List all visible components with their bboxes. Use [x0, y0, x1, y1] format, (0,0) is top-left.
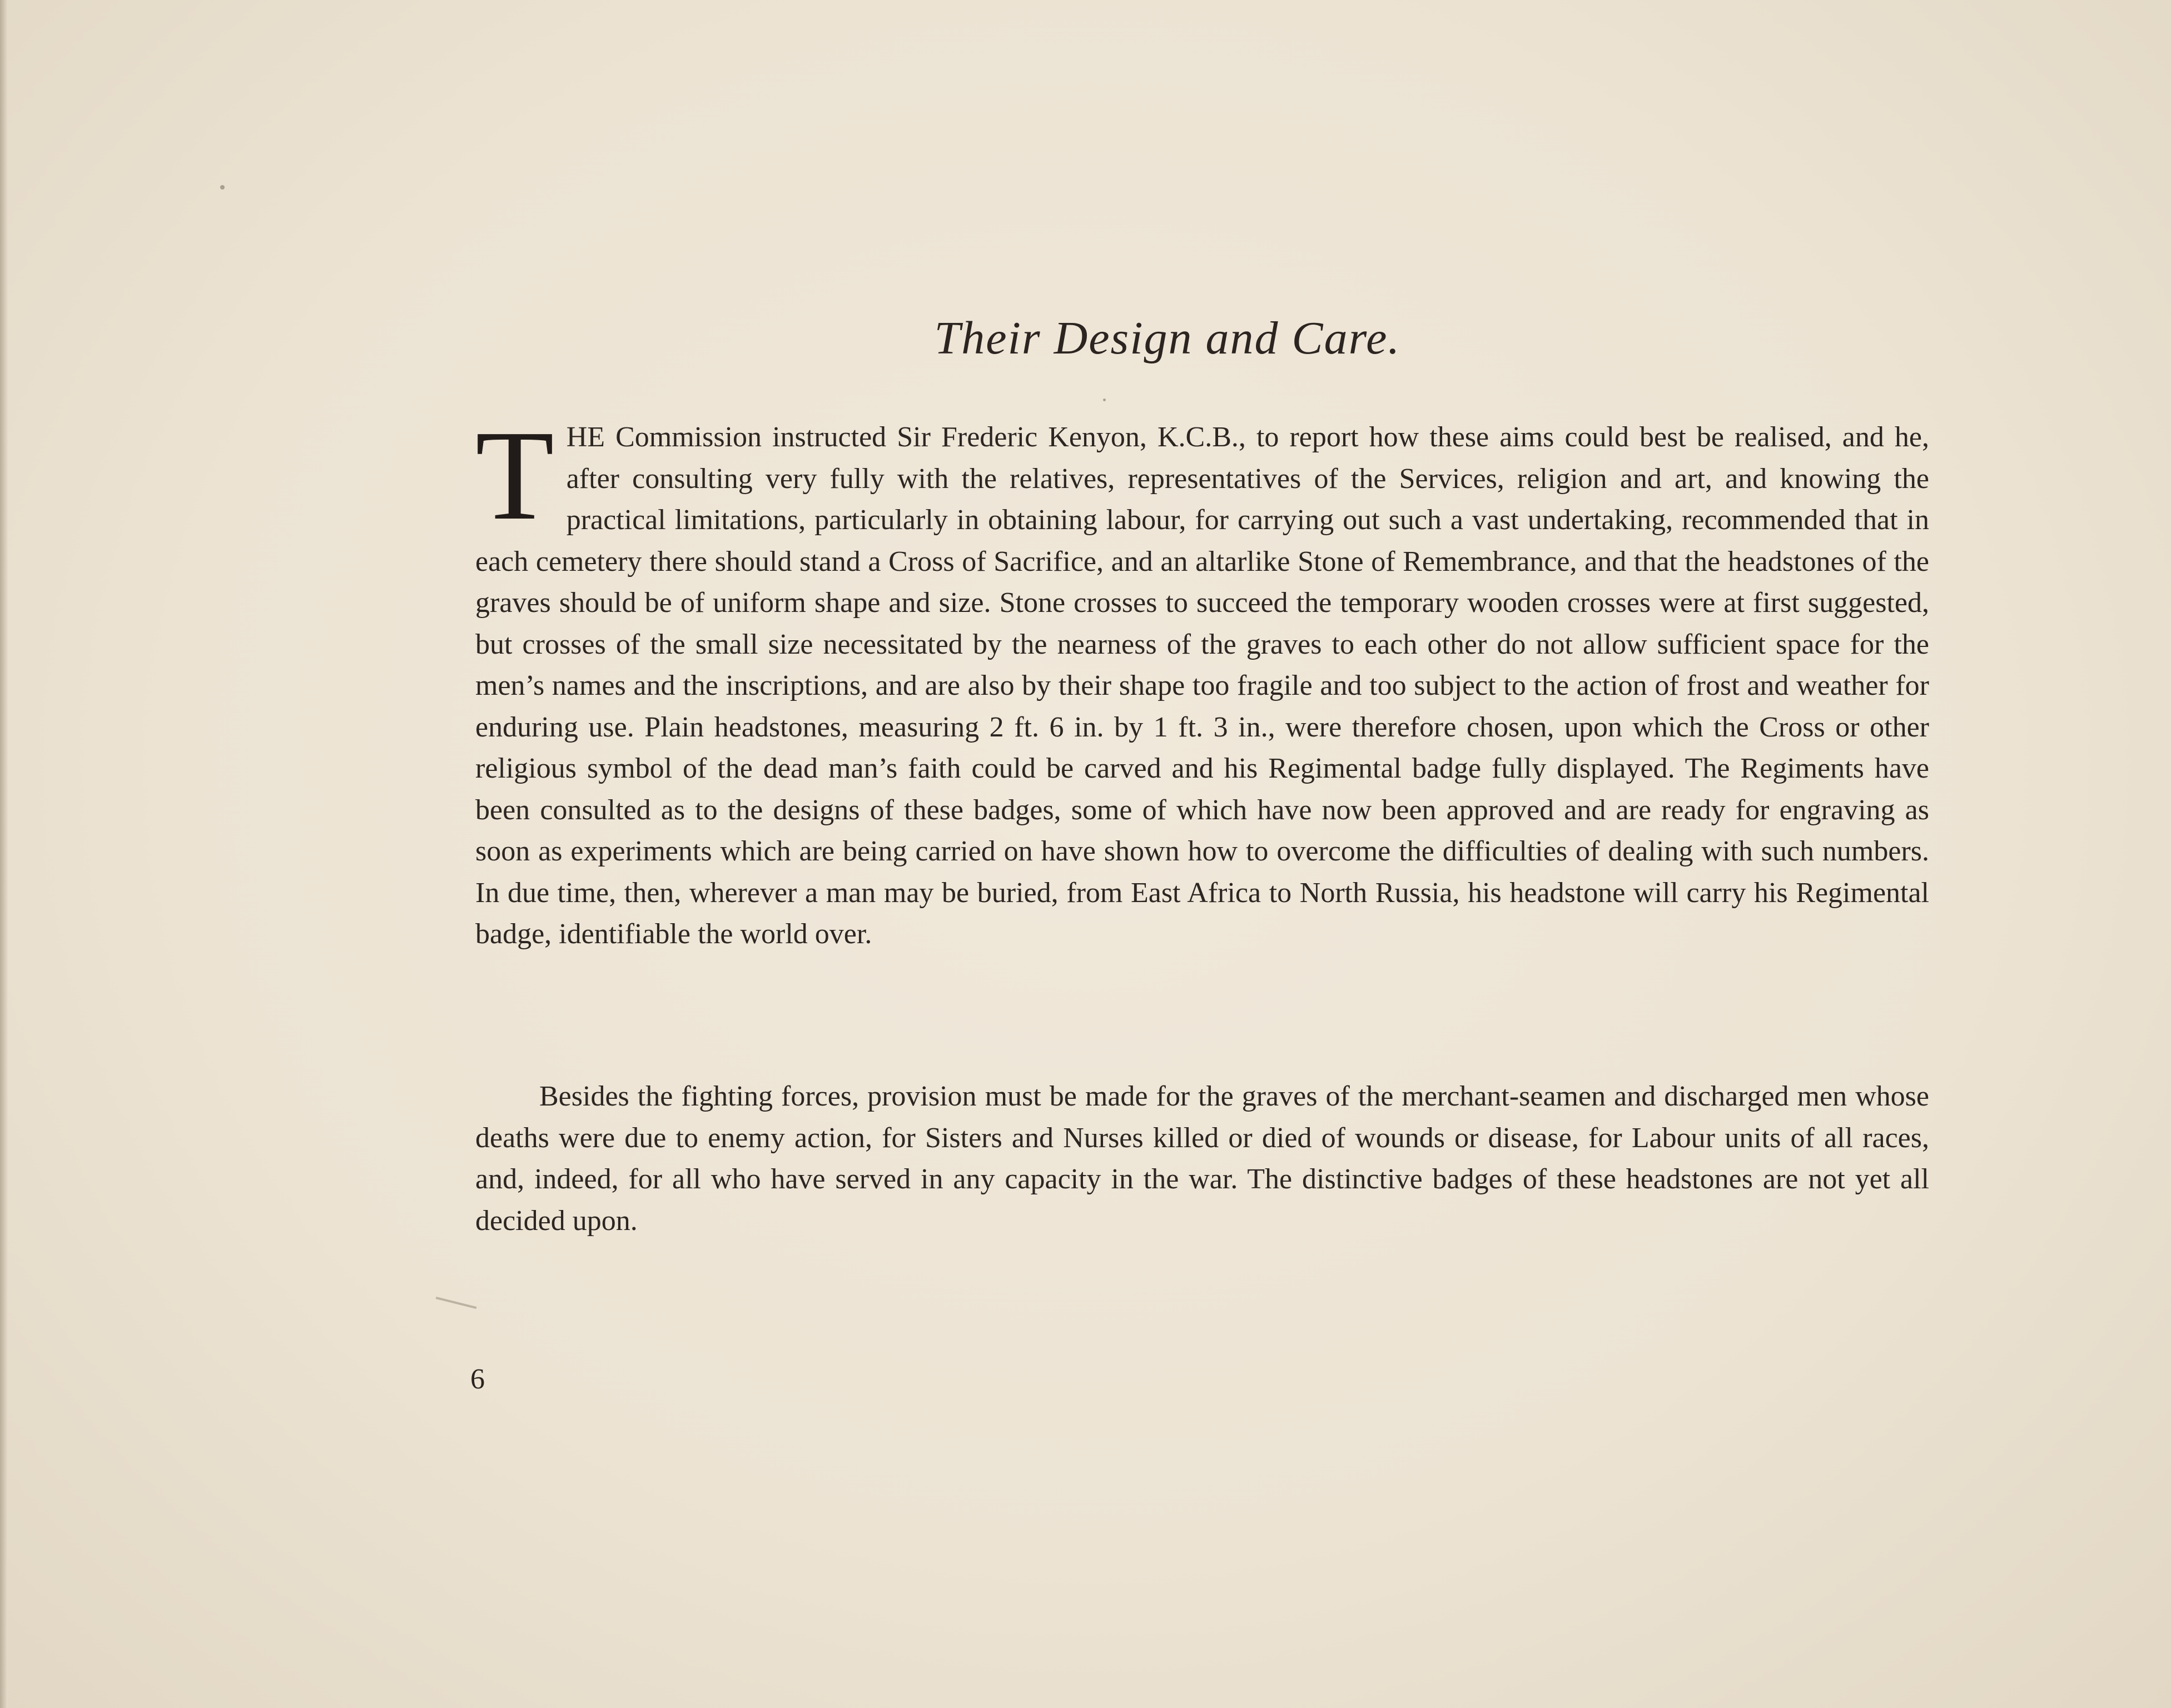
paragraph-2: Besides the fighting forces, provision must be made for the graves of the merchant-seamen and discharged men whose deaths were due to enemy action, for Sisters and Nurses killed or died of wounds or disease, for Labour units of all races, and, indeed, for all who have served in any capacity in the war. The distinctive badges of these headstones are not yet all decided upon. [475, 1080, 1929, 1237]
paper-speck [220, 185, 225, 190]
paper-speck [1103, 399, 1106, 401]
paragraph-1 [475, 404, 1929, 955]
drop-cap: T [475, 404, 554, 547]
paragraph-1-text: HE Commission instructed Sir Frederic Kenyon, K.C.B., to report how these aims could best be realised, and he, after consulting very fully with the relatives, representatives of the Services, religion and art, and knowing the practical limitations, particularly in obtaining labour, for carrying out such a vast undertaking, recommended that in each cemetery there should stand a Cross of Sacrifice, and an altarlike Stone of Remembrance, and that the headstones of the graves should be of uniform shape and size. Stone crosses to succeed the temporary wooden crosses were at first suggested, but crosses of the small size necessitated by the nearness of the graves to each other do not allow sufficient space for the men’s names and the inscriptions, and are also by their shape too fragile and too subject to the action of frost and weather for enduring use. Plain headstones, measuring 2 ft. 6 in. by 1 ft. 3 in., were therefore chosen, upon which the Cross or other religious symbol of the dead man’s faith could be carved and his Regimental badge fully displayed. The Regiments have been consulted as to the designs of these badges, some of which have now been approved and are ready for engraving as soon as experiments which are being carried on have shown how to overcome the difficulties of dealing with such numbers. In due time, then, wherever a man may be buried, from East Africa to North Russia, his headstone will carry his Regimental badge, identifiable the world over. [475, 421, 1929, 950]
page-edge-shadow [0, 0, 8, 1708]
page-title: Their Design and Care. [934, 312, 1401, 364]
page-number: 6 [470, 1363, 485, 1395]
